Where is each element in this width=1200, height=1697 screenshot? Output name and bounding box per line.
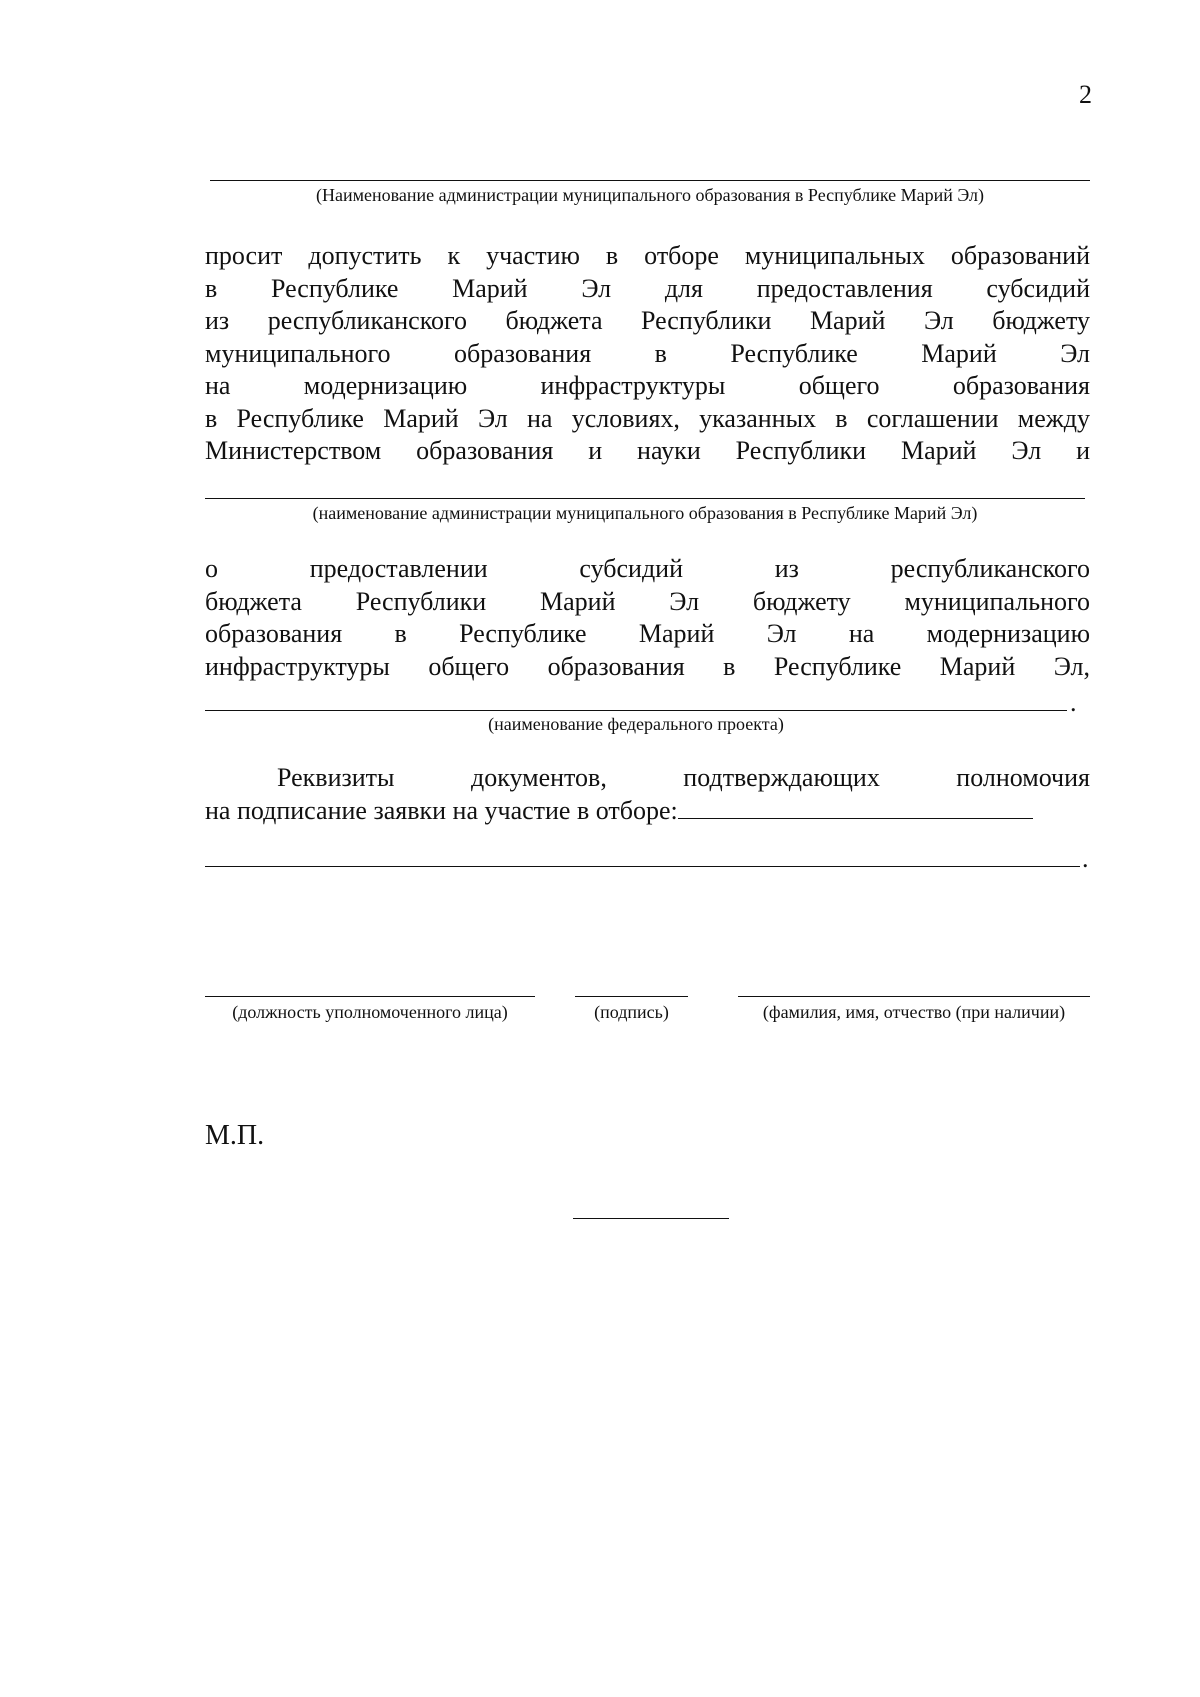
position-line [205, 996, 535, 997]
paragraph-line: бюджета Республики Марий Эл бюджету муниципального [205, 586, 1090, 616]
paragraph-line: в Республике Марий Эл на условиях, указанных в соглашении между [205, 403, 1090, 433]
page-number: 2 [1079, 80, 1092, 109]
requisites-text: на подписание заявки на участие в отборе: [205, 795, 678, 825]
stamp-placeholder: М.П. [205, 1120, 265, 1151]
admin-name-caption-1: (Наименование администрации муниципального образования в Республике Марий Эл) [315, 185, 985, 205]
full-name-caption: (фамилия, имя, отчество (при наличии) [762, 1002, 1066, 1022]
paragraph-line: в Республике Марий Эл для предоставления субсидий [205, 273, 1090, 303]
admin-name-caption-2: (наименование администрации муниципального образования в Республике Марий Эл) [312, 503, 978, 523]
position-caption: (должность уполномоченного лица) [232, 1002, 508, 1022]
admin-name-line-2 [205, 498, 1085, 499]
paragraph-line: Реквизиты документов, подтверждающих полномочия [277, 763, 1090, 792]
requisites-dot: . [1082, 844, 1089, 873]
paragraph-line: инфраструктуры общего образования в Республике Марий Эл, [205, 651, 1090, 681]
federal-project-dot: . [1070, 688, 1077, 717]
subsidy-paragraph [205, 553, 1090, 683]
paragraph-line: Министерством образования и науки Республики Марий Эл и [205, 436, 1090, 465]
federal-project-line [205, 710, 1067, 711]
paragraph-line [205, 795, 1090, 828]
admin-name-line-1 [210, 180, 1090, 181]
paragraph-line: муниципального образования в Республике Марий Эл [205, 338, 1090, 368]
paragraph-line: на модернизацию инфраструктуры общего образования [205, 371, 1090, 400]
signature-line [575, 996, 688, 997]
paragraph-line: из республиканского бюджета Республики Марий Эл бюджету [205, 306, 1090, 335]
signature-caption: (подпись) [594, 1002, 669, 1022]
requisites-paragraph [205, 762, 1090, 827]
paragraph-line: образования в Республике Марий Эл на модернизацию [205, 619, 1090, 648]
full-name-line [738, 996, 1090, 997]
federal-project-caption: (наименование федерального проекта) [488, 714, 784, 734]
paragraph-line: о предоставлении субсидий из республиканского [205, 554, 1090, 583]
paragraph-line: просит допустить к участию в отборе муниципальных образований [205, 241, 1090, 270]
closing-line [573, 1218, 729, 1219]
requisites-fill-line [678, 798, 1033, 819]
requisites-line-2 [205, 866, 1080, 867]
request-paragraph [205, 240, 1090, 468]
